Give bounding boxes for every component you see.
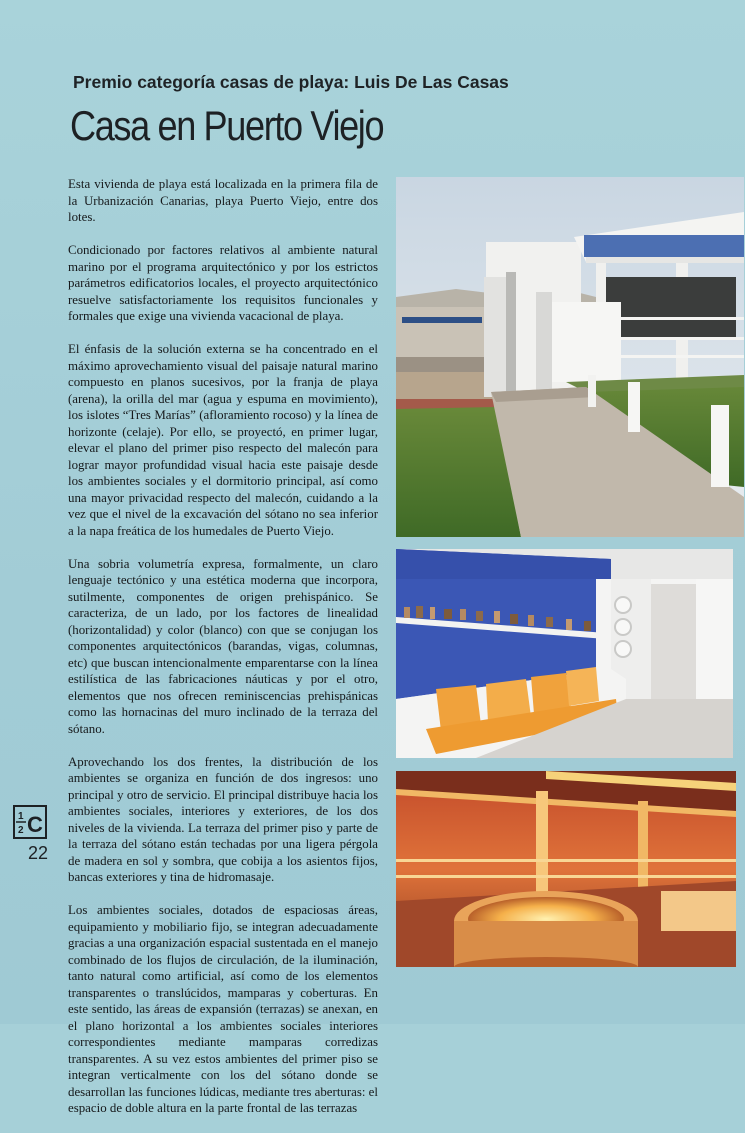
page-number: 22	[28, 843, 49, 863]
exterior-house-photo	[396, 177, 744, 537]
paragraph: Condicionado por factores relativos al ambiente natural marino por el programa arquitectónico y por los estrictos parámetros edificatorios locales, el proyecto arquitectónico resuelve satisfactoriamente los requisitos funcionales y formales que exige una vivienda vacacional de playa.	[68, 243, 378, 323]
paragraph: Esta vivienda de playa está localizada en la primera fila de la Urbanización Canarias, playa Puerto Viejo, entre dos lotes.	[68, 177, 378, 224]
article-body	[68, 176, 378, 1133]
svg-text:1: 1	[18, 811, 24, 822]
svg-text:C: C	[27, 812, 43, 837]
article-title: Casa en Puerto Viejo	[70, 102, 384, 149]
paragraph: Los ambientes sociales, dotados de espaciosas áreas, equipamiento y mobiliario fijo, se integran adecuadamente gracias a una organización espacial sustentada en el manejo combinado de los flujos de circulación, de la iluminación, tanto natural como artificial, así como de los elementos transparentes o translúcidos, mamparas y coberturas. En este sentido, las áreas de expansión (terrazas) se anexan, en el plano horizontal a los ambientes sociales interiores correspondientes mediante mamparas corredizas transparentes. A su vez estos ambientes del primer piso se integran verticalmente con los del sótano donde se desarrollan las funciones lúdicas, mediante tres aberturas: el espacio de doble altura en la parte frontal de las terrazas	[68, 903, 378, 1115]
magazine-logo	[13, 805, 47, 839]
orange-sofa-terrace-photo	[396, 549, 733, 758]
paragraph: El énfasis de la solución externa se ha concentrado en el máximo aprovechamiento visual del paisaje natural marino compuesto en planos sucesivos, por la franja de playa (arena), la orilla del mar (agua y espuma en movimiento), los islotes “Tres Marías” (afloramiento rocoso) y la línea de horizonte (celaje). Por ello, se proyectó, en primer lugar, elevar el plano del primer piso respecto del malecón para lograr mayor profundidad visual hacia este paisaje desde los ambientes sociales y el dormitorio principal, así como una mayor privacidad respecto del malecón, cuidando a la vez que el nivel de la excavación del sótano no sea inferior a la napa freática de los humedales de Puerto Viejo.	[68, 342, 378, 538]
award-category-heading: Premio categoría casas de playa: Luis De Las Casas	[73, 72, 509, 92]
night-terrace-hot-tub-photo	[396, 771, 736, 967]
paragraph: Una sobria volumetría expresa, formalmente, un claro lenguaje tectónico y una estética moderna que incorpora, sutilmente, componentes de origen prehispánico. Se caracteriza, de un lado, por los factores de linealidad (horizontalidad) y color (blanco) con que se conjugan los componentes arquitectónicos (barandas, vigas, columnas, etc) que buscan intencionalmente emparentarse con la línea estilística de las fabricaciones náuticas y por el otro, elementos que nos ofrecen reminiscencias prehispánicas como las hornacinas del muro inclinado de la terraza del sótano.	[68, 556, 378, 736]
svg-text:2: 2	[18, 825, 24, 836]
paragraph: Aprovechando los dos frentes, la distribución de los ambientes se organiza en función de dos ingresos: uno principal y otro de servicio. El principal distribuye hacia los ambientes sociales, interiores y exteriores, de los dos niveles de la vivienda. La terraza del primer piso y parte de la terraza del sótano están techadas por una ligera pérgola de madera en sol y sombra, que cobija a los asientos fijos, bancas exteriores y tina de hidromasaje.	[68, 754, 378, 884]
